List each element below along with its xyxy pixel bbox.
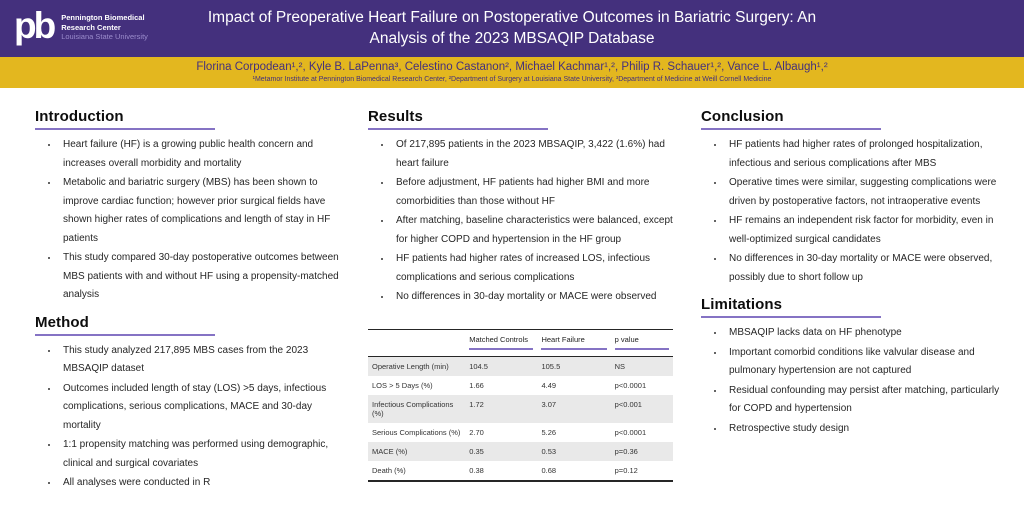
column-right: [701, 108, 1006, 494]
section-results: [368, 108, 673, 307]
poster-title-line2: Analysis of the 2023 MBSAQIP Database: [369, 29, 655, 47]
cell-matched-controls: 1.66: [469, 380, 484, 390]
introduction-bullets: [35, 136, 340, 305]
cell-matched-controls: 104.5: [465, 356, 537, 376]
section-limitations: [701, 296, 1006, 438]
bullet-item: • Operative times were similar, suggesting complications were driven by postoperative factors, not intraoperative events: [725, 174, 1006, 211]
conclusion-heading: Conclusion: [701, 108, 881, 130]
table-row: [368, 395, 673, 423]
table-header-heart-failure: Heart Failure: [537, 330, 610, 356]
cell-matched-controls: 2.70: [469, 427, 484, 437]
row-label: MACE (%): [372, 446, 408, 456]
cell-heart-failure: 3.07: [541, 399, 557, 409]
cell-p-value: p=0.36: [614, 446, 638, 456]
pb-logo: [14, 7, 148, 48]
bullet-item: • HF patients had higher rates of increased LOS, infectious complications and serious complications: [392, 250, 673, 287]
bullet-item: • This study analyzed 217,895 MBS cases from the 2023 MBSAQIP dataset: [59, 342, 340, 379]
limitations-bullets: [701, 324, 1006, 438]
bullet-item: • HF remains an independent risk factor for morbidity, even in well-optimized surgical candidates: [725, 212, 1006, 249]
header-bar: [0, 0, 1024, 57]
method-bullets: [35, 342, 340, 493]
bullet-item: • Heart failure (HF) is a growing public health concern and increases overall morbidity and mortality: [59, 136, 340, 173]
row-label: Infectious Complications (%): [372, 399, 454, 418]
cell-p-value: p=0.12: [614, 465, 638, 475]
bullet-item: • After matching, baseline characteristics were balanced, except for higher COPD and hypertension in the HF group: [392, 212, 673, 249]
section-conclusion: [701, 108, 1006, 287]
cell-p-value: p<0.0001: [614, 427, 647, 437]
table-row: [368, 442, 673, 461]
table-header-p-value: p value: [611, 330, 673, 356]
poster-title-line1: Impact of Preoperative Heart Failure on Postoperative Outcomes in Bariatric Surgery: An: [207, 9, 817, 26]
row-label: Operative Length (min): [368, 356, 465, 376]
pb-logo-mark: pb: [14, 5, 54, 46]
conclusion-bullets: [701, 136, 1006, 287]
bullet-item: • No differences in 30-day mortality or MACE were observed: [392, 288, 673, 307]
method-heading: Method: [35, 314, 215, 336]
bullet-item: • 1:1 propensity matching was performed using demographic, clinical and surgical covariates: [59, 436, 340, 473]
bullet-item: • All analyses were conducted in R: [59, 474, 340, 493]
column-middle: [368, 108, 673, 494]
row-label: Death (%): [372, 465, 406, 475]
affiliations-line: ¹Metamor Institute at Pennington Biomedical Research Center, ²Department of Surgery at Louisiana State University, ³Department of Medicine at Weill Cornell Medicine: [252, 75, 772, 83]
bullet-item: • Retrospective study design: [725, 420, 1006, 439]
logo-org-line3: Louisiana State University: [61, 32, 148, 42]
bullet-item: • No differences in 30-day mortality or MACE were observed, possibly due to short follow up: [725, 250, 1006, 287]
bullet-item: • Metabolic and bariatric surgery (MBS) has been shown to improve cardiac function; however prior surgical fields have shown higher rates of complications and length of stay in HF patients: [59, 174, 340, 248]
cell-heart-failure: 0.68: [541, 465, 557, 475]
table-row: [368, 376, 673, 395]
cell-matched-controls: 0.38: [469, 465, 484, 475]
authors-line: Florina Corpodean¹,², Kyle B. LaPenna³, Celestino Castanon², Michael Kachmar¹,², Philip R. Schauer¹,², Vance L. Albaugh¹,²: [196, 61, 828, 73]
row-label: Serious Complications (%): [372, 427, 461, 437]
poster-title: [0, 0, 1024, 50]
cell-p-value: p<0.0001: [614, 380, 647, 390]
table-row: [368, 356, 673, 376]
section-method: [35, 314, 340, 493]
cell-heart-failure: 5.26: [541, 427, 557, 437]
bullet-item: • MBSAQIP lacks data on HF phenotype: [725, 324, 1006, 343]
results-table-header: [368, 330, 673, 356]
bullet-item: • Of 217,895 patients in the 2023 MBSAQIP, 3,422 (1.6%) had heart failure: [392, 136, 673, 173]
bullet-item: • HF patients had higher rates of prolonged hospitalization, infectious and serious complications after MBS: [725, 136, 1006, 173]
table-header-matched-controls: Matched Controls: [465, 330, 537, 356]
bullet-item: • This study compared 30-day postoperative outcomes between MBS patients with and without HF using a propensity-matched analysis: [59, 249, 340, 305]
row-label: LOS > 5 Days (%): [372, 380, 433, 390]
introduction-heading: Introduction: [35, 108, 215, 130]
logo-org-line1: Pennington Biomedical: [61, 13, 145, 23]
section-introduction: [35, 108, 340, 305]
logo-org-line2: Research Center: [61, 22, 121, 32]
cell-heart-failure: 105.5: [537, 356, 610, 376]
cell-heart-failure: 4.49: [541, 380, 557, 390]
limitations-heading: Limitations: [701, 296, 881, 318]
cell-p-value: p<0.001: [614, 399, 642, 409]
bullet-item: • Residual confounding may persist after matching, particularly for COPD and hypertension: [725, 382, 1006, 419]
author-bar: [0, 57, 1024, 88]
results-bullets: [368, 136, 673, 307]
pb-logo-text: [61, 13, 148, 41]
cell-matched-controls: 1.72: [469, 399, 484, 409]
results-table: [368, 329, 673, 482]
results-table-body: [368, 356, 673, 480]
cell-p-value: NS: [611, 356, 673, 376]
column-left: [35, 108, 340, 494]
table-row: [368, 461, 673, 480]
bullet-item: • Outcomes included length of stay (LOS) >5 days, infectious complications, serious complications, MACE and 30-day mortality: [59, 380, 340, 436]
cell-matched-controls: 0.35: [469, 446, 484, 456]
table-header-blank: [368, 330, 465, 356]
content-columns: [0, 88, 1024, 494]
table-row: [368, 423, 673, 442]
bullet-item: • Important comorbid conditions like valvular disease and pulmonary hypertension are not captured: [725, 344, 1006, 381]
results-heading: Results: [368, 108, 548, 130]
cell-heart-failure: 0.53: [541, 446, 557, 456]
bullet-item: • Before adjustment, HF patients had higher BMI and more comorbidities than those without HF: [392, 174, 673, 211]
